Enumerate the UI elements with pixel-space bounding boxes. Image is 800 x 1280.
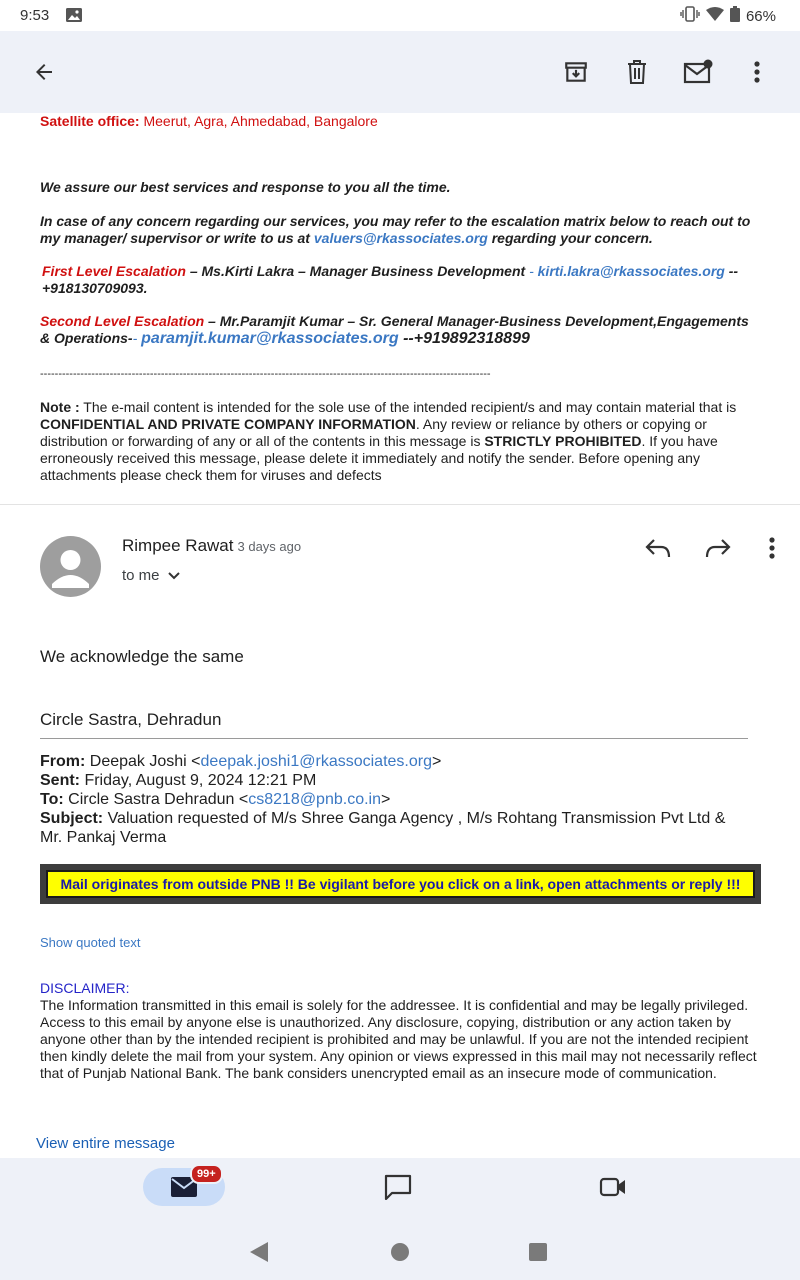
message-divider (0, 504, 800, 505)
bottom-navigation (0, 1158, 800, 1224)
note-text-1: The e-mail content is intended for the sole use of the intended recipient/s and may contain material that is (79, 399, 737, 415)
wifi-icon (706, 7, 724, 26)
person-icon (40, 536, 101, 597)
circle-home-icon (390, 1242, 410, 1262)
second-escalation-phone: --+919892318899 (398, 330, 530, 347)
first-escalation-text: – Ms.Kirti Lakra – Manager Business Development (185, 263, 526, 279)
assure-text: We assure our best services and response to you all the time. (40, 179, 451, 195)
subject-label: Subject: (40, 810, 104, 827)
note-bold-2: STRICTLY PROHIBITED (484, 433, 642, 449)
message-date: 3 days ago (237, 539, 302, 554)
forwarded-headers (40, 752, 750, 847)
recipient-label: to me (122, 567, 160, 584)
to-email-link[interactable]: cs8218@pnb.co.in (248, 791, 381, 808)
reply-icon (645, 538, 671, 558)
recipient-toggle[interactable] (122, 567, 180, 584)
second-escalation (40, 313, 760, 347)
concern-paragraph (40, 213, 760, 247)
second-escalation-label: Second Level Escalation (40, 313, 205, 329)
mail-badge: 99+ (190, 1164, 223, 1184)
sender-header[interactable] (122, 536, 301, 556)
from-label: From: (40, 753, 86, 770)
second-escalation-text: – Mr.Paramjit Kumar – Sr. General Manager-Business Development,Engagements & Operations- (40, 313, 749, 346)
satellite-value: Meerut, Agra, Ahmedabad, Bangalore (139, 113, 378, 129)
mail-unread-icon (683, 59, 713, 85)
forward-icon (705, 538, 731, 558)
note-bold-1: CONFIDENTIAL AND PRIVATE COMPANY INFORMATION (40, 416, 416, 432)
message-more-button[interactable] (755, 531, 789, 565)
chat-icon (384, 1174, 412, 1200)
system-recents-button[interactable] (525, 1239, 551, 1265)
warning-text: Mail originates from outside PNB !! Be vigilant before you click on a link, open attachments or reply !!! (46, 870, 755, 898)
system-navigation (0, 1224, 800, 1280)
avatar[interactable] (40, 536, 101, 597)
video-camera-icon (599, 1177, 627, 1197)
from-email-link[interactable]: deepak.joshi1@rkassociates.org (200, 753, 432, 770)
archive-icon (563, 59, 589, 85)
sent-line (40, 771, 750, 790)
subject-value: Valuation requested of M/s Shree Ganga Agency , M/s Rohtang Transmission Pvt Ltd & Mr. Pankaj Verma (40, 810, 726, 846)
more-vert-icon (754, 61, 760, 83)
vibrate-icon (680, 6, 700, 26)
status-time: 9:53 (20, 7, 50, 24)
second-escalation-email[interactable]: paramjit.kumar@rkassociates.org (141, 330, 399, 347)
note-label: Note : (40, 399, 80, 415)
back-button[interactable] (28, 56, 60, 88)
battery-icon (730, 6, 740, 26)
sent-label: Sent: (40, 772, 80, 789)
from-line (40, 752, 750, 771)
sent-value: Friday, August 9, 2024 12:21 PM (80, 772, 317, 789)
trash-icon (625, 59, 649, 85)
first-escalation (42, 263, 762, 297)
archive-button[interactable] (560, 56, 592, 88)
body-separator (40, 738, 748, 739)
app-bar (0, 31, 800, 113)
to-name: Circle Sastra Dehradun < (63, 791, 249, 808)
system-back-button[interactable] (246, 1239, 272, 1265)
status-icons (680, 6, 776, 26)
more-options-button[interactable] (741, 56, 773, 88)
triangle-back-icon (249, 1241, 269, 1263)
to-line (40, 790, 750, 809)
forward-button[interactable] (701, 531, 735, 565)
first-escalation-label: First Level Escalation (42, 263, 186, 279)
reply-button[interactable] (641, 531, 675, 565)
disclaimer-title: DISCLAIMER: (40, 980, 130, 996)
square-recents-icon (528, 1242, 548, 1262)
arrow-back-icon (32, 60, 56, 84)
nav-chat-tab[interactable] (357, 1168, 439, 1206)
disclaimer-body: The Information transmitted in this email is solely for the addressee. It is confidential and may be legally privileged. Access to this email by anyone else is unauthorized. Any disclosure, copying, distribution or any action taken by anyone other than by the intended recipient is prohibited and may be unlawful. If you are not the intended recipient then kindly delete the mail from your system. Any opinion or views expressed in this mail may not necessarily reflect that of Punjab National Bank. The bank considers unencrypted email as an insecure mode of communication. (40, 997, 757, 1081)
body-line-2: Circle Sastra, Dehradun (40, 710, 222, 729)
mark-unread-button[interactable] (682, 56, 714, 88)
delete-button[interactable] (621, 56, 653, 88)
battery-percent: 66% (745, 7, 776, 25)
concern-email-link[interactable]: valuers@rkassociates.org (313, 230, 488, 246)
image-notification-icon (66, 8, 82, 22)
to-label: To: (40, 791, 64, 808)
sender-name: Rimpee Rawat (122, 536, 234, 555)
note-paragraph (40, 399, 760, 484)
concern-text-1: In case of any concern regarding our services, you may refer to the escalation matrix below to reach out to my manager/ supervisor or write to us at (40, 213, 751, 246)
first-escalation-phone: --+918130709093. (42, 263, 739, 296)
note-text-3: . If you have erroneously received this message, please delete it immediately and notify the sender. Before opening any attachments please check them for viruses and defects (40, 433, 718, 483)
body-line-1: We acknowledge the same (40, 647, 244, 666)
first-escalation-email[interactable]: kirti.lakra@rkassociates.org (537, 263, 725, 279)
from-name: Deepak Joshi < (85, 753, 201, 770)
email-content (0, 113, 800, 1158)
concern-text-2: regarding your concern. (487, 230, 653, 246)
status-bar (0, 0, 800, 31)
nav-mail-tab[interactable] (143, 1168, 225, 1206)
subject-line (40, 809, 750, 847)
show-quoted-text-link[interactable]: Show quoted text (40, 935, 141, 950)
more-vert-icon (769, 537, 775, 559)
from-close: > (432, 753, 442, 770)
note-text-2: . Any review or reliance by others or copying or distribution or forwarding of any or all of the contents in this message is (40, 416, 707, 449)
satellite-label: Satellite office: (40, 113, 140, 129)
first-escalation-dash: - (525, 263, 538, 279)
external-mail-warning (40, 864, 761, 904)
nav-meet-tab[interactable] (572, 1168, 654, 1206)
second-escalation-dash: - (132, 330, 142, 346)
dash-separator: --------------------------------------------------------------------------------------------------------------------------- (40, 368, 491, 380)
chevron-down-icon (168, 572, 180, 580)
to-close: > (381, 791, 391, 808)
satellite-office-line (40, 113, 760, 130)
view-entire-message-link[interactable]: View entire message (36, 1135, 175, 1152)
system-home-button[interactable] (387, 1239, 413, 1265)
